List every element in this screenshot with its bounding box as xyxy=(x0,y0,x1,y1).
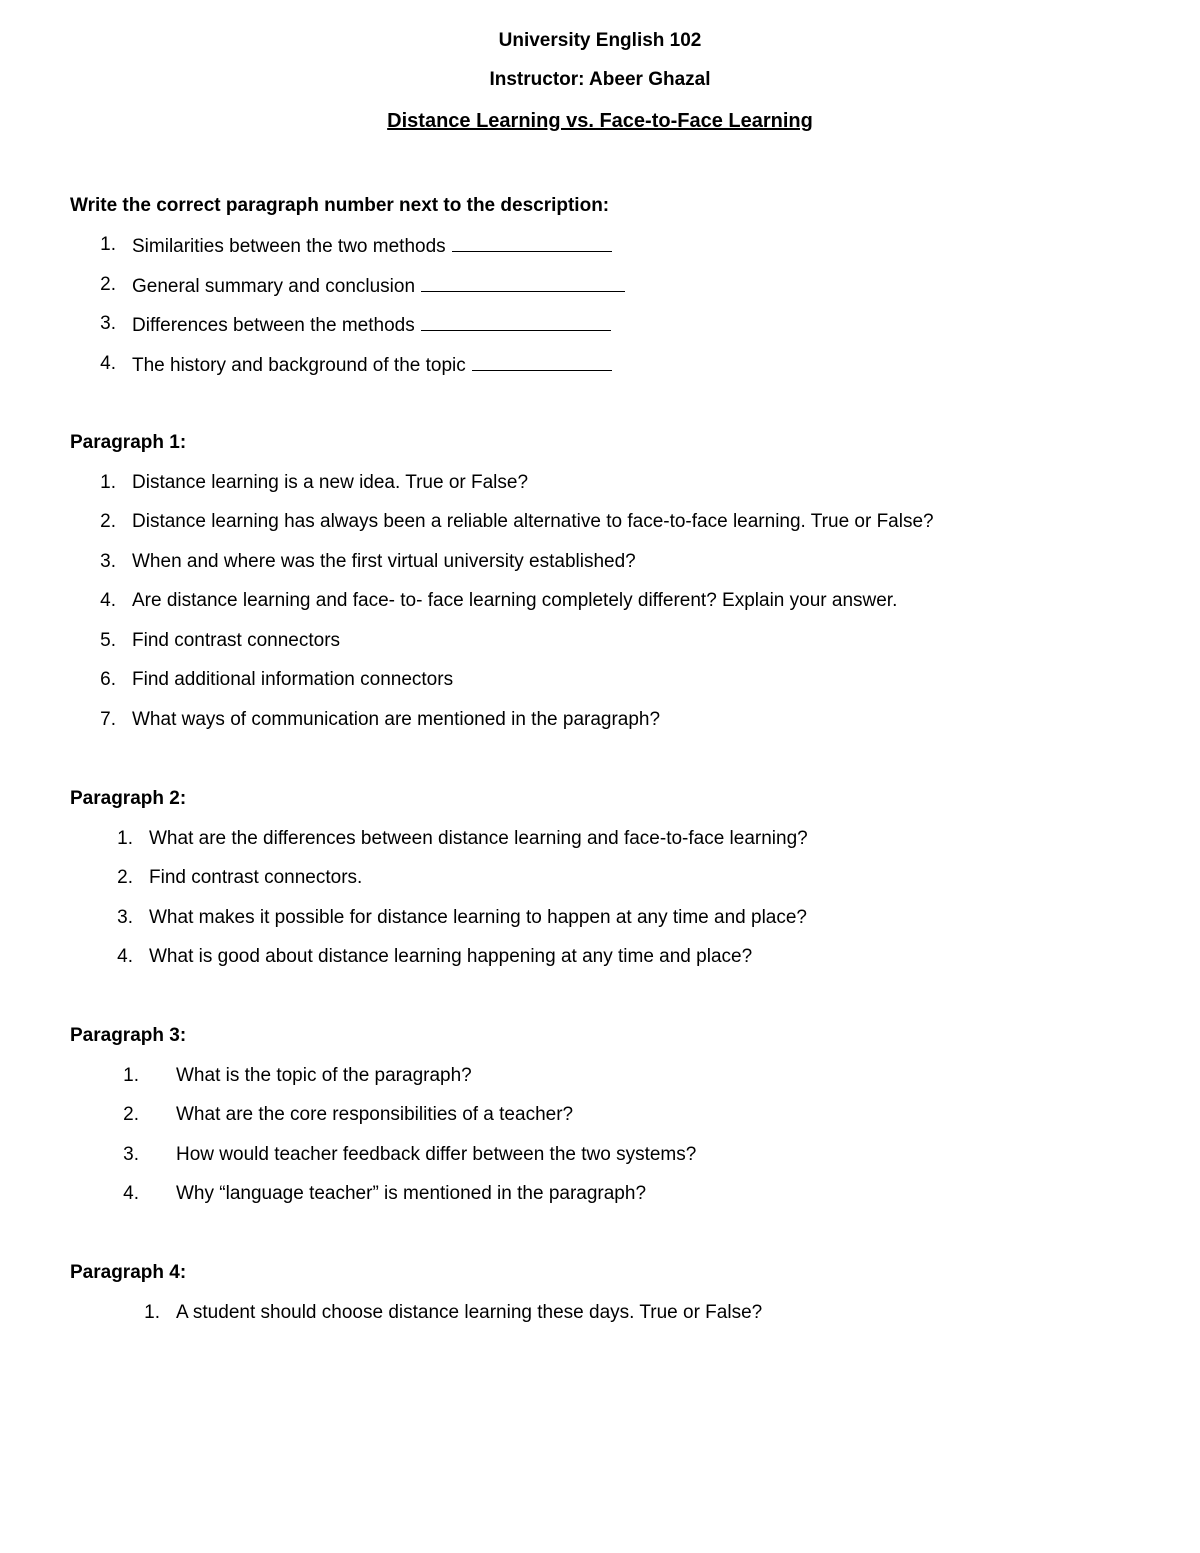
item-number: 1. xyxy=(100,234,116,255)
item-number: 4. xyxy=(100,590,116,611)
worksheet-title: Distance Learning vs. Face-to-Face Learning xyxy=(387,110,813,132)
answer-blank[interactable] xyxy=(421,312,611,331)
item-text: Distance learning has always been a reliable alternative to face-to-face learning. True or False? xyxy=(132,511,934,532)
question-item xyxy=(117,866,363,890)
question-item xyxy=(123,1182,647,1206)
paragraph-4-heading: Paragraph 4: xyxy=(70,1262,187,1283)
item-number: 1. xyxy=(117,828,133,849)
question-item xyxy=(100,550,636,574)
paragraph-1-heading: Paragraph 1: xyxy=(70,432,187,453)
item-number: 1. xyxy=(144,1302,160,1323)
item-number: 4. xyxy=(100,353,116,374)
question-item xyxy=(123,1064,472,1088)
paragraph-2-heading: Paragraph 2: xyxy=(70,788,187,809)
item-number: 3. xyxy=(100,551,116,572)
item-text: Find additional information connectors xyxy=(132,669,454,690)
question-item xyxy=(123,1103,574,1127)
matching-item xyxy=(100,233,612,257)
question-item xyxy=(100,668,454,692)
item-number: 4. xyxy=(123,1183,139,1204)
instructor-name: Instructor: Abeer Ghazal xyxy=(489,69,711,90)
item-text: What are the core responsibilities of a teacher? xyxy=(176,1104,574,1125)
matching-item xyxy=(100,312,611,336)
item-number: 2. xyxy=(123,1104,139,1125)
item-text: What makes it possible for distance learning to happen at any time and place? xyxy=(149,907,807,928)
matching-instruction: Write the correct paragraph number next to the description: xyxy=(70,195,610,216)
item-text: Find contrast connectors. xyxy=(149,867,363,888)
answer-blank[interactable] xyxy=(452,233,612,252)
question-item xyxy=(117,906,807,930)
item-text: Differences between the methods xyxy=(132,315,415,336)
item-number: 7. xyxy=(100,709,116,730)
item-number: 3. xyxy=(117,907,133,928)
item-text: The history and background of the topic xyxy=(132,355,466,376)
item-text: A student should choose distance learning these days. True or False? xyxy=(176,1302,763,1323)
question-item xyxy=(100,510,934,534)
question-item xyxy=(100,708,661,732)
item-text: Why “language teacher” is mentioned in the paragraph? xyxy=(176,1183,647,1204)
paragraph-3-heading: Paragraph 3: xyxy=(70,1025,187,1046)
answer-blank[interactable] xyxy=(472,352,612,371)
item-text: What are the differences between distance learning and face-to-face learning? xyxy=(149,828,808,849)
item-number: 2. xyxy=(100,511,116,532)
item-number: 4. xyxy=(117,946,133,967)
item-text: Distance learning is a new idea. True or False? xyxy=(132,472,529,493)
item-number: 1. xyxy=(123,1065,139,1086)
item-number: 5. xyxy=(100,630,116,651)
item-text: How would teacher feedback differ between the two systems? xyxy=(176,1144,697,1165)
item-number: 6. xyxy=(100,669,116,690)
item-text: Find contrast connectors xyxy=(132,630,341,651)
item-text: When and where was the first virtual university established? xyxy=(132,551,636,572)
question-item xyxy=(100,471,529,495)
item-text: What is good about distance learning happening at any time and place? xyxy=(149,946,753,967)
question-item xyxy=(100,589,898,613)
question-item xyxy=(123,1143,697,1167)
item-number: 3. xyxy=(123,1144,139,1165)
item-number: 3. xyxy=(100,313,116,334)
item-text: Similarities between the two methods xyxy=(132,236,446,257)
item-text: What is the topic of the paragraph? xyxy=(176,1065,472,1086)
item-number: 2. xyxy=(100,274,116,295)
item-text: Are distance learning and face- to- face learning completely different? Explain your answer. xyxy=(132,590,898,611)
question-item xyxy=(117,827,808,851)
item-number: 1. xyxy=(100,472,116,493)
answer-blank[interactable] xyxy=(421,273,625,292)
question-item xyxy=(144,1301,763,1325)
course-name: University English 102 xyxy=(498,30,702,51)
matching-item xyxy=(100,352,612,376)
question-item xyxy=(100,629,341,653)
question-item xyxy=(117,945,753,969)
matching-item xyxy=(100,273,625,297)
item-text: What ways of communication are mentioned in the paragraph? xyxy=(132,709,661,730)
item-number: 2. xyxy=(117,867,133,888)
item-text: General summary and conclusion xyxy=(132,276,416,297)
